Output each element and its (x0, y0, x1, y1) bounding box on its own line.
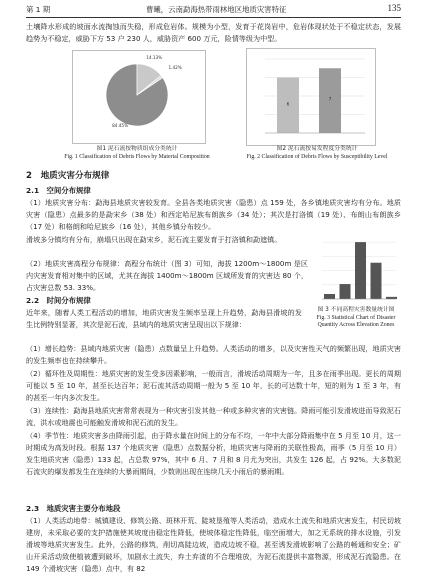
fig3-bar-1 (340, 284, 351, 299)
section2-title: 2 地质灾害分布规律 (26, 171, 110, 181)
figure1-caption-cn: 图1 泥石流按物质组成分类统计 (96, 146, 178, 152)
figure3-caption-en-2: Quantity Across Elevation Zones (317, 322, 395, 329)
figure2-bar-chart (247, 49, 375, 145)
section2-2-para5: （4）季节性：地质灾害多由降雨引起，由于降水量在时间上的分布不均，一年中大部分降雨集中在 5 月至 10 月，这一时期成为高发时段。根据 137 个地质灾害（隐患）点数据分析，地质灾害与降雨的关联性极高，雨季（5 月至 10 月）发生地质灾害（隐患）133 起，占总数 97%，其中 6 月、7 月和 8 月尤为突出，共发生 126 起，占 92%。大多数泥石流灾的爆发都发生在连续的大暴雨期间，少数则出现在连续几天小雨后的暴雨期。 (26, 431, 401, 477)
header-rule (26, 17, 401, 18)
section2-1-para3: （2）地质灾害高程分布规律：高程分布统计（图 3）可知，海拔 1200m～1800m 是区内灾害发育相对集中的区域，尤其在海拔 1400m～1800m 区域所发育的灾害达 80 个，占灾害总数 53. 33%。 (26, 259, 308, 293)
fig3-bar-0 (324, 294, 335, 299)
pie-value-label-0: 84.45% (112, 122, 129, 128)
running-title: 曹曦，云南勐海热带雨林地区地质灾害特征 (146, 5, 287, 14)
pie-value-label-1: 14.13% (146, 54, 163, 60)
fig2-bar-value-1: 7 (328, 96, 332, 102)
figure2-frame (246, 48, 376, 146)
pie-value-label-2: 1.42% (168, 65, 182, 71)
section2-1-title: 2.1 空间分布规律 (26, 186, 91, 195)
fig3-bar-4 (386, 297, 397, 299)
figure2-caption-cn: 图2 泥石流按易发程度分类统计 (276, 146, 358, 152)
figure1-pie-chart (73, 51, 205, 143)
intro-paragraph: 土壤降水形成的坡面水流掏蚀而失稳，形成危岩体。规模为小型，发育于花岗岩中，危岩体现状处于不稳定状态，发展趋势为不稳定，威胁下方 53 户 230 人，威胁资产 600 万元，险情等级为中型。 (26, 22, 401, 44)
running-header (26, 4, 401, 16)
figure3-caption-cn: 图 3 不同高程灾害数量统计图 (317, 307, 395, 313)
section2-3-title: 2.3 地质灾害主要分布地段 (26, 504, 121, 513)
figure1-frame (72, 50, 206, 144)
figure1-caption-en: Fig. 1 Classification of Debris Flows by Material Composition (64, 153, 210, 160)
page-number: 135 (387, 3, 401, 13)
issue-label: 第 1 期 (26, 5, 51, 14)
section2-2-para4: （3）连续性：勐海县地质灾害常常表现为一种灾害引发其他一种或多种灾害的灾害链。降雨可能引发滑坡进而导致泥石流，洪水或地震也可能触发滑坡和泥石流的发生。 (26, 406, 401, 428)
figure3-bar-chart (314, 227, 398, 307)
section2-1-para2: 滑坡多分镇均有分布，崩塌只出现在勐宋乡，泥石流主要发育于打洛镇和勐遮镇。 (26, 235, 282, 244)
figure2-caption (232, 146, 402, 161)
section2-1-para1: （1）地质灾害分布：勐海县地质灾害较发育。全县各类地质灾害（隐患）点 159 处，各乡镇地质灾害均有分布。地质灾害（隐患）点最多的是勐宋乡（38 处）和西定哈尼族布朗族乡（34 处）；其次是打洛镇（19 处）、布朗山布朗族乡（17 处）和格朗和哈尼族乡（16 处），其他乡镇分布较少。 (26, 198, 401, 232)
fig3-bar-2 (355, 242, 366, 299)
figure3-caption (304, 307, 408, 330)
fig2-bar-value-0: 6 (286, 101, 290, 107)
section2-2-para1: 近年来，随着人类工程活动的增加，地质灾害发生频率呈现上升趋势，勐海县滑坡的发生比例特别显著，其次是泥石流，县域内的地质灾害呈现出以下规律： (26, 308, 302, 330)
figure2-caption-en: Fig. 2 Classification of Debris Flows by Susceptibility Level (246, 153, 388, 160)
fig3-bar-3 (371, 263, 382, 299)
figure3-frame (314, 227, 398, 307)
figure1-caption (26, 146, 248, 161)
section2-2-para2: （1）增长趋势：县域内地质灾害（隐患）点数量呈上升趋势。人类活动的增多，以及灾害性天气的频繁出现，地质灾害的发生频率也在持续攀升。 (26, 344, 401, 366)
section2-2-title: 2.2 时间分布规律 (26, 296, 91, 305)
figure3-caption-en-1: Fig. 3 Statistical Chart of Disaster (316, 314, 396, 321)
section2-3-para1: （1）人类活动地带：城镇建设、修筑公路、斑林开荒、陡坡垦殖等人类活动，造成水土流失和地质灾害发生，村民切坡建房，未采取必要的支护措施使其坡度由稳定性降低，使坡体稳定性降低，临空面增大，加之无系统的排水设施，引发滑坡等地质灾害发生。此外，公路的修筑，削切高陡边坡，造成边坡不稳，甚至诱发滑坡影响了公路的畅通和安全；矿山开采活动致使植被遭到破坏，加剧水土流失，弃土弃渣的不合理堆放，为泥石流提供丰富物源，形成泥石流隐患。在 149 个滑坡灾害（隐患）点中，有 82 (26, 516, 401, 574)
section2-2-para3: （2）循环性及周期性：地质灾害的发生受多因素影响，一般而言，滑坡活动周期为一年，且多在雨季出现。更长的周期可能以 5 至 10 年，甚至长达百年；泥石流其活动周期一般为 5 至 10 年，长的可达数十年，短的则为 1 至 3 年，有的甚至一年内多次发生。 (26, 369, 401, 403)
